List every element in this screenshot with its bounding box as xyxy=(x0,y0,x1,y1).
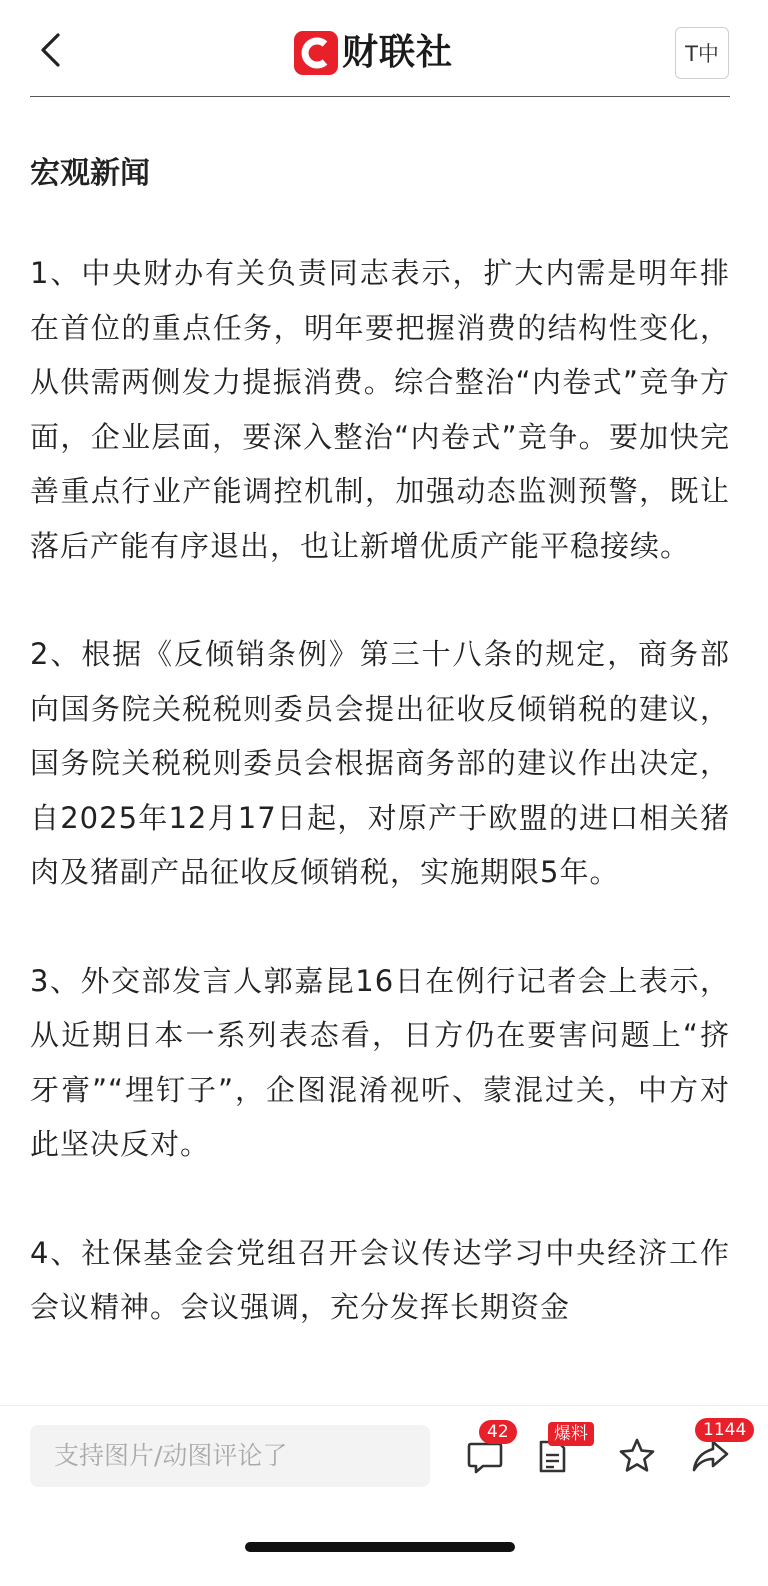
top-navigation-bar xyxy=(0,0,768,98)
font-size-button[interactable]: T中 xyxy=(675,27,729,79)
favorite-button[interactable] xyxy=(613,1432,661,1480)
news-paragraph-2: 2、根据《反倾销条例》第三十八条的规定，商务部向国务院关税税则委员会提出征收反倾销税的建议，国务院关税税则委员会根据商务部的建议作出决定，自2025年12月17日起，对原产于欧盟的进口相关猪肉及猪副产品征收反倾销税，实施期限5年。 xyxy=(30,637,730,889)
comment-count-badge: 42 xyxy=(479,1420,517,1444)
comment-input[interactable]: 支持图片/动图评论了 xyxy=(30,1425,430,1487)
logo-mark xyxy=(294,31,338,75)
home-indicator xyxy=(245,1542,515,1552)
back-arrow-icon xyxy=(38,32,62,68)
share-icon xyxy=(689,1436,731,1476)
logo-c-icon xyxy=(299,36,333,70)
tip-badge: 爆料 xyxy=(548,1422,594,1446)
bottom-action-bar xyxy=(0,1405,768,1586)
app-logo xyxy=(294,30,453,76)
news-paragraph-1: 1、中央财办有关负责同志表示，扩大内需是明年排在首位的重点任务，明年要把握消费的结构性变化，从供需两侧发力提振消费。综合整治“内卷式”竞争方面，企业层面，要深入整治“内卷式”竞争。要加快完善重点行业产能调控机制，加强动态监测预警，既让落后产能有序退出，也让新增优质产能平稳接续。 xyxy=(30,256,730,563)
article-body xyxy=(30,148,730,1400)
news-paragraph-4: 4、社保基金会党组召开会议传达学习中央经济工作会议精神。会议强调，充分发挥长期资金 xyxy=(30,1235,730,1324)
logo-text: 财联社 xyxy=(342,32,454,73)
news-paragraph-3: 3、外交部发言人郭嘉昆16日在例行记者会上表示，从近期日本一系列表态看，日方仍在要害问题上“挤牙膏”“埋钉子”，企图混淆视听、蒙混过关，中方对此坚决反对。 xyxy=(30,963,730,1161)
star-icon xyxy=(617,1436,657,1476)
back-button[interactable] xyxy=(30,28,70,72)
section-title: 宏观新闻 xyxy=(30,156,150,191)
header-divider xyxy=(30,96,730,97)
share-count-badge: 1144 xyxy=(695,1418,754,1442)
